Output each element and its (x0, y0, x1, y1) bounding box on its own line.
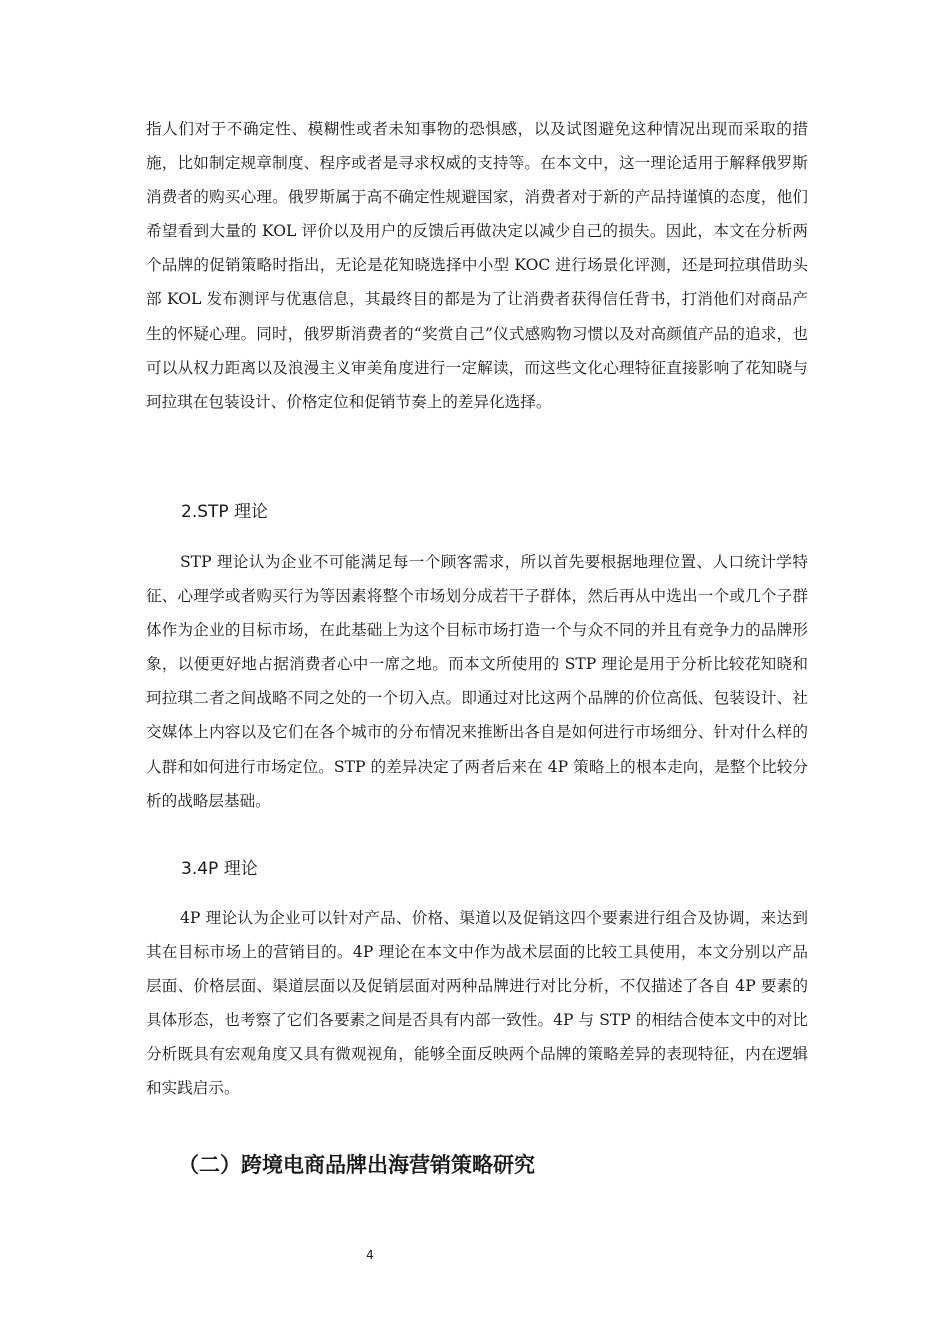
paragraph-stp-theory: STP 理论认为企业不可能满足每一个顾客需求，所以首先要根据地理位置、人口统计学特征、心理学或者购买行为等因素将整个市场划分成若干子群体，然后再从中选出一个或几个子群体作为企业的目标市场，在此基础上为这个目标市场打造一个与众不同的并且有竞争力的品牌形象，以便更好地占据消费者心中一席之地。而本文所使用的 STP 理论是用于分析比较花知晓和珂拉琪二者之间战略不同之处的一个切入点。即通过对比这两个品牌的价位高低、包装设计、社交媒体上内容以及它们在各个城市的分布情况来推断出各自是如何进行市场细分、针对什么样的人群和如何进行市场定位。STP 的差异决定了两者后来在 4P 策略上的根本走向，是整个比较分析的战略层基础。 (146, 553, 808, 810)
paragraph-uncertainty-avoidance: 指人们对于不确定性、模糊性或者未知事物的恐惧感，以及试图避免这种情况出现而采取的措施，比如制定规章制度、程序或者是寻求权威的支持等。在本文中，这一理论适用于解释俄罗斯消费者的购买心理。俄罗斯属于高不确定性规避国家，消费者对于新的产品持谨慎的态度，他们希望看到大量的 KOL 评价以及用户的反馈后再做决定以减少自己的损失。因此，本文在分析两个品牌的促销策略时指出，无论是花知晓选择中小型 KOC 进行场景化评测，还是珂拉琪借助头部 KOL 发布测评与优惠信息，其最终目的都是为了让消费者获得信任背书，打消他们对商品产生的怀疑心理。同时，俄罗斯消费者的“奖赏自己”仪式感购物习惯以及对高颜值产品的追求，也可以从权力距离以及浪漫主义审美角度进行一定解读，而这些文化心理特征直接影响了花知晓与珂拉琪在包装设计、价格定位和促销节奏上的差异化选择。 (146, 120, 808, 411)
page-number: 4 (366, 1248, 374, 1262)
paragraph-4p-theory: 4P 理论认为企业可以针对产品、价格、渠道以及促销这四个要素进行组合及协调，来达到其在目标市场上的营销目的。4P 理论在本文中作为战术层面的比较工具使用，本文分别以产品层面、价格层面、渠道层面以及促销层面对两种品牌进行对比分析，不仅描述了各自 4P 要素的具体形态，也考察了它们各要素之间是否具有内部一致性。4P 与 STP 的相结合使本文中的对比分析既具有宏观角度又具有微观视角，能够全面反映两个品牌的策略差异的表现特征，内在逻辑和实践启示。 (146, 909, 808, 1098)
section-heading: （二）跨境电商品牌出海营销策略研究 (178, 1153, 535, 1177)
heading-4p-theory: 3.4P 理论 (181, 859, 258, 879)
heading-stp-theory: 2.STP 理论 (181, 502, 269, 522)
